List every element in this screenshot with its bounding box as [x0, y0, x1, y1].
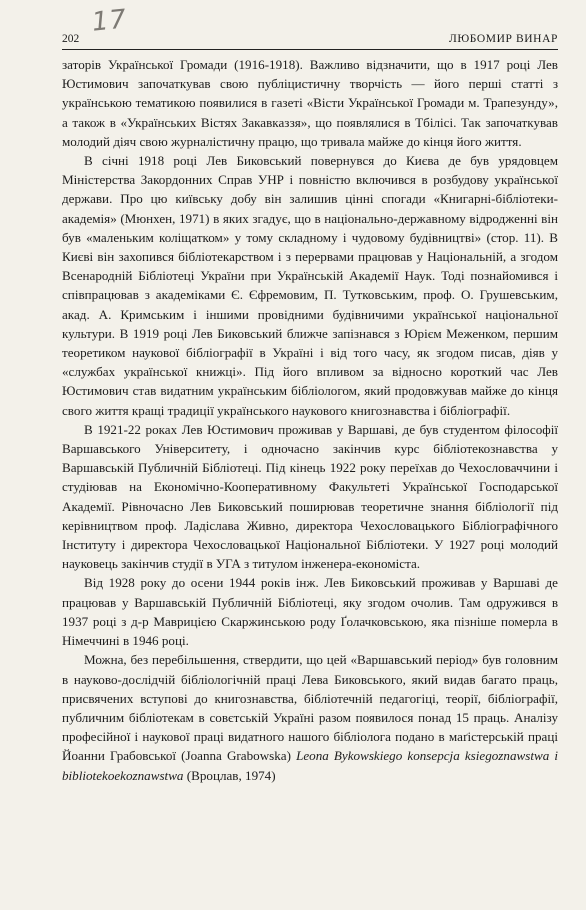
paragraph-4: Від 1928 року до осени 1944 років інж. Лев Биковський проживав у Варшаві де працював у Варшавській Публичній Бібліотеці, яку згодом очолив. Там одружився в 1937 році з д-р Маврицією Скаржинською роду Ґолачковською, яка пізніше померла в Німеччині в 1946 році. [62, 575, 558, 649]
page-number: 202 [62, 33, 80, 45]
handwritten-page-mark: 17 [90, 4, 129, 38]
book-title-italic: Leona Bykowskiego konsepcja ksiegoznawstwa i bibliotekoekoznawstwa [62, 748, 558, 783]
running-header [62, 33, 558, 50]
paragraph-5 [62, 650, 558, 784]
paragraph-5-tail: (Вроцлав, 1974) [183, 767, 276, 783]
paragraph-3: В 1921-22 роках Лев Юстимович проживав у Варшаві, де був студентом філософії Варшавського Університету, і одночасно закінчив курс бібліотекознавства у Варшавській Публичній Бібліотеці. Під кінець 1922 року переїхав до Чехословаччини і студіював на Економічно-Кооперативному Факультеті Української Господарської Академії. Рівночасно Лев Биковський поширював теоретичне знання бібліології під керівництвом проф. Ладіслава Живно, директора Чехословацького Бібліографічного Інституту і директора Чехословацької Національної Бібліотеки. У 1927 році молодий науковець закінчив студії в УГА з титулом інженера-економіста. [62, 421, 558, 572]
paragraph-2: В січні 1918 році Лев Биковський повернувся до Києва де був урядовцем Міністерства Закордонних Справ УНР і повністю включився в розбудову української держави. Про цю київську добу він залишив цінні спогади «Книгарні-бібліотеки-академія» (Мюнхен, 1971) в яких згадує, що в національно-державному відродженні він був «маленьким коліщатком» у тому складному і чудовому будівництві» (стор. 11). В Києві він захопився бібліотекарством і з перервами працював у Національній, а згодом Всенародній Бібліотеці України при Українській Академії Наук. Тоді познайомився і співпрацював з академіками Є. Єфремовим, П. Тутковським, проф. О. Грушевським, акад. А. Кримським і іншими провідними будівничими української національної культури. В 1919 році Лев Биковський ближче запізнався з Юрієм Меженком, першим теоретиком наукової бібліографії в Україні і від того часу, як згодом писав, діяв у «службах української книжці». Під його впливом за відносно короткий час Лев Юстимович став видатним українським бібліологом, який продовжував майже до кінця свого життя кращі традиції українського наукового книгознавства і бібліографії. [62, 153, 558, 418]
running-author: ЛЮБОМИР ВИНАР [448, 33, 558, 45]
paragraph-5-text: Можна, без перебільшення, ствердити, що цей «Варшавський період» був головним в науково-дослідчій бібліологічній праці Лева Биковського, який видав багато праць, присвячених вступові до книгознавства, бібліотечній педагогіці, теорії, бібліографії, публичним бібліотекам в совєтській Україні разом появилося понад 15 праць. Аналізу професійної і наукової праці видатного нашого бібліолога подано в маґістерській праці Йоанни Грабовської (Joanna Grabowska) [62, 652, 558, 764]
body-text [62, 55, 558, 785]
paragraph-1: заторів Української Громади (1916-1918). Важливо відзначити, що в 1917 році Лев Юстимович започаткував свою публіцистичну творчість — його перші статті з українською тематикою появилися в газеті «Вісти Української Громади м. Трапезунду», а також в «Українських Вістях Закавказзя», що появлялися в Тбілісі. Так започаткував молодий діяч свою журналістичну працю, що тривала майже до кінця його життя. [62, 57, 558, 149]
